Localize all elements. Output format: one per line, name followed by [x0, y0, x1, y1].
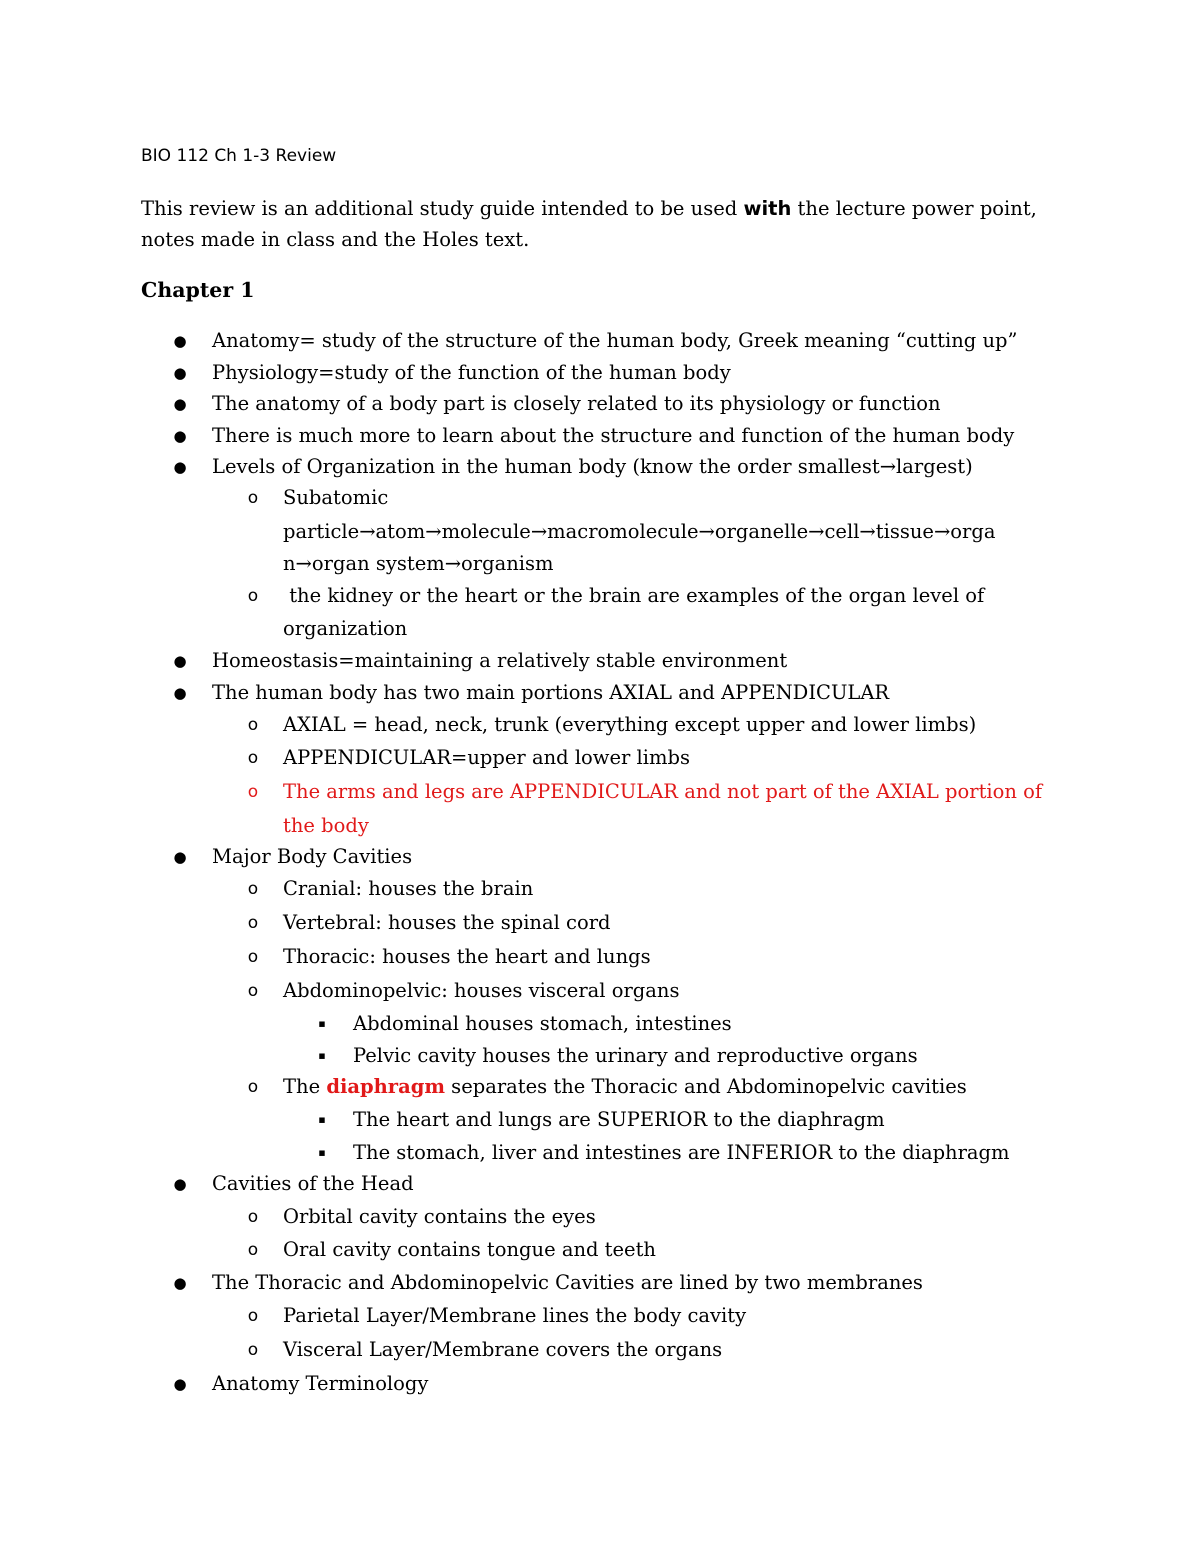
list-item-text-part: The — [283, 1075, 327, 1098]
intro-emphasis: with — [743, 197, 792, 220]
bullet-circle-icon: o — [247, 1207, 259, 1227]
list-item-text: The human body has two main portions AXIAL and APPENDICULAR — [212, 681, 890, 704]
list-item-text: The heart and lungs are SUPERIOR to the diaphragm — [353, 1108, 885, 1131]
intro-line-2: notes made in class and the Holes text. — [141, 228, 530, 251]
highlighted-term: diaphragm — [326, 1075, 445, 1098]
list-item-text: Physiology=study of the function of the human body — [212, 361, 731, 384]
list-item-text: the kidney or the heart or the brain are examples of the organ level of — [283, 584, 985, 607]
list-item-text: Pelvic cavity houses the urinary and reproductive organs — [353, 1044, 918, 1067]
bullet-disc-icon: ● — [173, 364, 187, 382]
bullet-circle-icon: o — [247, 1240, 259, 1260]
list-item-text: Oral cavity contains tongue and teeth — [283, 1238, 656, 1261]
bullet-circle-icon: o — [247, 715, 259, 735]
list-item-text: Subatomic — [283, 486, 389, 509]
list-item-text: Homeostasis=maintaining a relatively stable environment — [212, 649, 788, 672]
bullet-circle-icon: o — [247, 913, 259, 933]
list-item-text — [283, 1071, 967, 1103]
intro-paragraph — [141, 193, 1071, 255]
list-item-text: organization — [283, 617, 408, 640]
bullet-disc-icon: ● — [173, 1375, 187, 1393]
list-item-text: Abdominal houses stomach, intestines — [353, 1012, 732, 1035]
bullet-circle-icon: o — [247, 1340, 259, 1360]
bullet-circle-icon: o — [247, 1077, 259, 1097]
list-item-text: Orbital cavity contains the eyes — [283, 1205, 596, 1228]
list-item-text: Abdominopelvic: houses visceral organs — [283, 979, 680, 1002]
list-item-text: APPENDICULAR=upper and lower limbs — [283, 746, 690, 769]
highlighted-note: The arms and legs are APPENDICULAR and not part of the AXIAL portion of — [283, 780, 1043, 803]
list-item-text: Cavities of the Head — [212, 1172, 414, 1195]
bullet-circle-icon: o — [247, 586, 259, 606]
document-header: BIO 112 Ch 1-3 Review — [141, 146, 337, 166]
list-item-text-part: separates the Thoracic and Abdominopelvic cavities — [444, 1075, 967, 1098]
list-item-text: particle→atom→molecule→macromolecule→organelle→cell→tissue→orga — [283, 520, 996, 543]
list-item-text: Major Body Cavities — [212, 845, 413, 868]
bullet-circle-icon: o — [247, 981, 259, 1001]
list-item-text: The stomach, liver and intestines are INFERIOR to the diaphragm — [353, 1141, 1010, 1164]
bullet-disc-icon: ● — [173, 395, 187, 413]
bullet-disc-icon: ● — [173, 684, 187, 702]
list-item-text: There is much more to learn about the structure and function of the human body — [212, 424, 1015, 447]
list-item-text: Thoracic: houses the heart and lungs — [283, 945, 651, 968]
list-item-text: Visceral Layer/Membrane covers the organs — [283, 1338, 723, 1361]
list-item-text: Levels of Organization in the human body (know the order smallest→largest) — [212, 455, 973, 478]
bullet-disc-icon: ● — [173, 332, 187, 350]
bullet-circle-icon: o — [247, 782, 259, 802]
bullet-square-icon: ▪ — [318, 1017, 326, 1030]
bullet-circle-icon: o — [247, 1306, 259, 1326]
list-item-text: Parietal Layer/Membrane lines the body cavity — [283, 1304, 747, 1327]
bullet-disc-icon: ● — [173, 848, 187, 866]
list-item-text: Cranial: houses the brain — [283, 877, 534, 900]
intro-line-1 — [141, 193, 1071, 224]
bullet-square-icon: ▪ — [318, 1146, 326, 1159]
list-item-text: Anatomy= study of the structure of the human body, Greek meaning “cutting up” — [212, 329, 1018, 352]
list-item-text: The anatomy of a body part is closely related to its physiology or function — [212, 392, 941, 415]
list-item-text: Vertebral: houses the spinal cord — [283, 911, 611, 934]
chapter-heading: Chapter 1 — [141, 278, 255, 302]
bullet-circle-icon: o — [247, 488, 259, 508]
intro-text: This review is an additional study guide intended to be used — [141, 197, 744, 220]
list-item-text: The Thoracic and Abdominopelvic Cavities are lined by two membranes — [212, 1271, 923, 1294]
list-item-text: Anatomy Terminology — [212, 1372, 429, 1395]
bullet-disc-icon: ● — [173, 652, 187, 670]
bullet-disc-icon: ● — [173, 1175, 187, 1193]
bullet-circle-icon: o — [247, 879, 259, 899]
bullet-disc-icon: ● — [173, 458, 187, 476]
bullet-disc-icon: ● — [173, 427, 187, 445]
bullet-square-icon: ▪ — [318, 1113, 326, 1126]
list-item-text: n→organ system→organism — [283, 552, 554, 575]
bullet-circle-icon: o — [247, 947, 259, 967]
bullet-circle-icon: o — [247, 748, 259, 768]
bullet-square-icon: ▪ — [318, 1049, 326, 1062]
list-item-text: AXIAL = head, neck, trunk (everything except upper and lower limbs) — [283, 713, 977, 736]
intro-text: the lecture power point, — [791, 197, 1037, 220]
bullet-disc-icon: ● — [173, 1274, 187, 1292]
highlighted-note: the body — [283, 814, 369, 837]
